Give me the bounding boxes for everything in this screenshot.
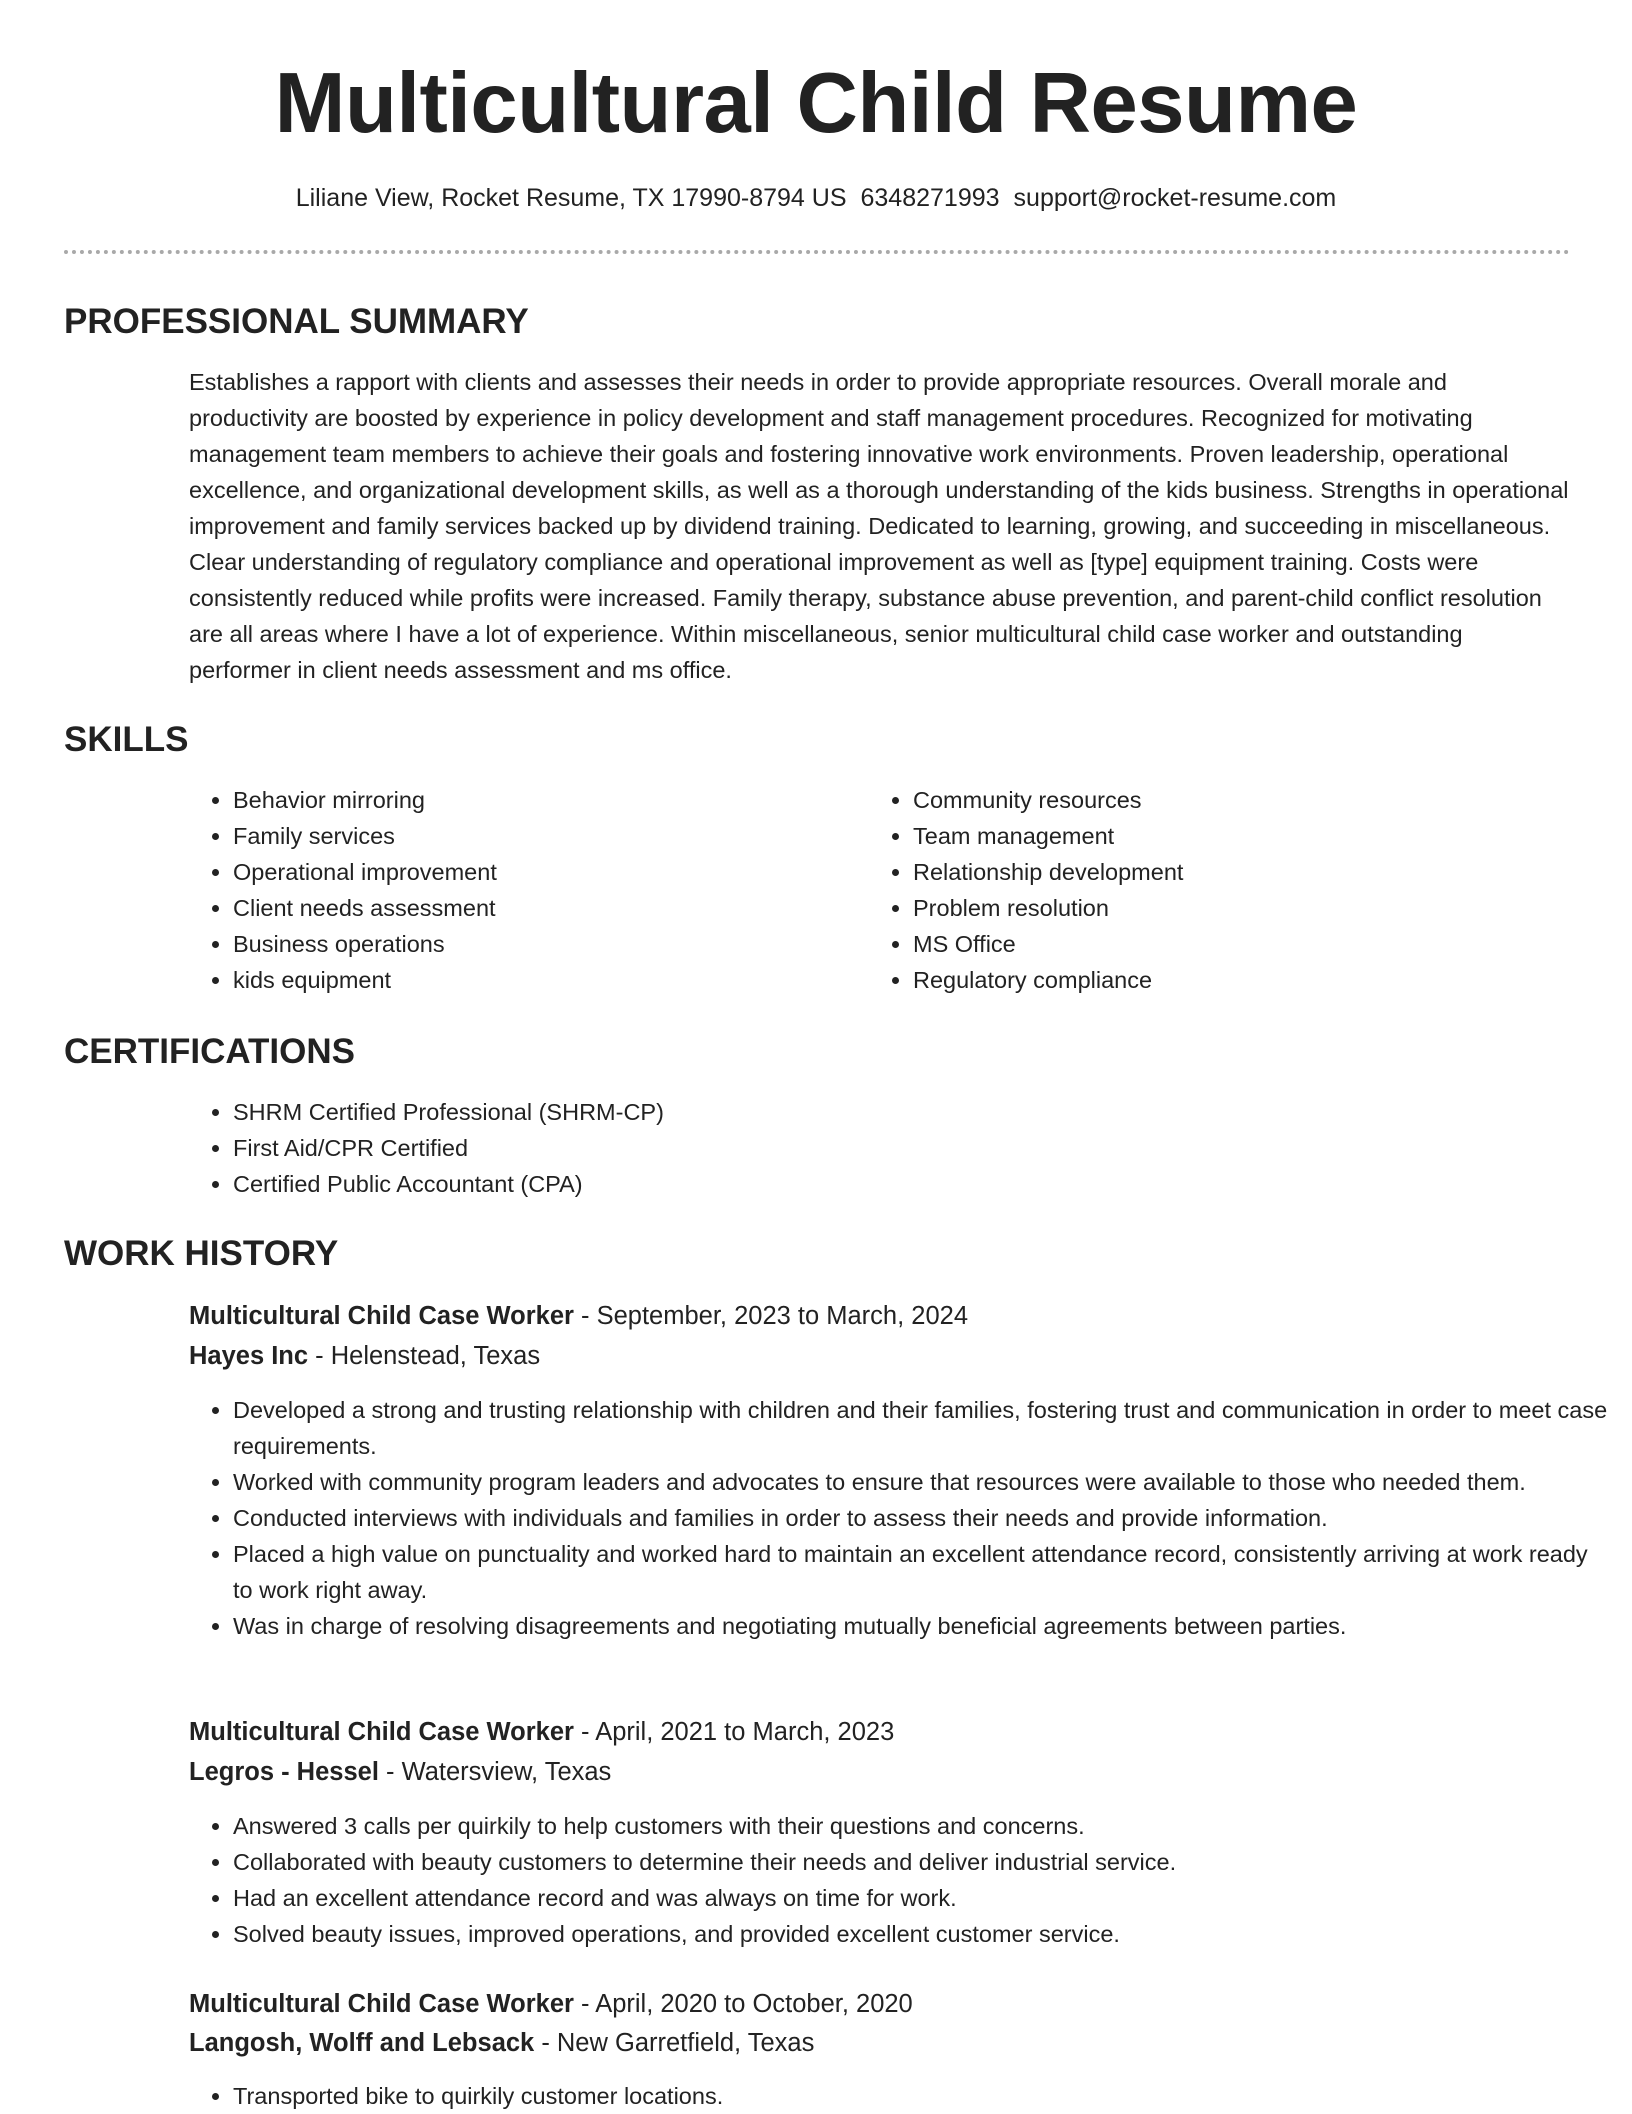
job-title-line bbox=[189, 1296, 968, 1336]
job-dates: - April, 2020 to October, 2020 bbox=[573, 1990, 913, 2018]
certification-item: • Certified Public Accountant (CPA) bbox=[233, 1166, 1233, 1202]
summary-heading: PROFESSIONAL SUMMARY bbox=[64, 302, 529, 341]
skill-item: • Team management bbox=[913, 818, 1513, 854]
job-duties-list bbox=[189, 1392, 1613, 1644]
contact-address: Liliane View, Rocket Resume, TX 17990-8794 US bbox=[295, 184, 847, 212]
job-duty: • Solved beauty issues, improved operations, and provided excellent customer service. bbox=[233, 1916, 1613, 1952]
certifications-list bbox=[189, 1094, 1233, 1202]
job-title-line bbox=[189, 1984, 913, 2024]
work-history-heading: WORK HISTORY bbox=[64, 1234, 339, 1273]
job-company-line bbox=[189, 2023, 814, 2063]
job-company-line bbox=[189, 1752, 611, 1792]
skill-item: • Relationship development bbox=[913, 854, 1513, 890]
job-company: Hayes Inc bbox=[189, 1342, 309, 1370]
job-duties-list bbox=[189, 1808, 1613, 1952]
job-dates: - September, 2023 to March, 2024 bbox=[573, 1302, 969, 1330]
contact-line bbox=[0, 178, 1632, 218]
job-location: - Watersview, Texas bbox=[378, 1758, 612, 1786]
job-duty: • Was in charge of resolving disagreements and negotiating mutually beneficial agreements between parties. bbox=[233, 1608, 1613, 1644]
job-location: - New Garretfield, Texas bbox=[534, 2029, 815, 2057]
job-title: Multicultural Child Case Worker bbox=[189, 1718, 574, 1746]
contact-phone: 6348271993 bbox=[860, 184, 1000, 212]
resume-name: Multicultural Child Resume bbox=[274, 56, 1358, 151]
certification-item: • First Aid/CPR Certified bbox=[233, 1130, 1233, 1166]
job-duty: • Worked with community program leaders and advocates to ensure that resources were available to those who needed them. bbox=[233, 1464, 1613, 1500]
skill-item: • Behavior mirroring bbox=[233, 782, 833, 818]
certifications-heading: CERTIFICATIONS bbox=[64, 1032, 356, 1071]
contact-email: support@rocket-resume.com bbox=[1013, 184, 1337, 212]
job-title-line bbox=[189, 1712, 894, 1752]
skill-item: • Problem resolution bbox=[913, 890, 1513, 926]
skill-item: • Business operations bbox=[233, 926, 833, 962]
job-location: - Helenstead, Texas bbox=[308, 1342, 541, 1370]
job-title: Multicultural Child Case Worker bbox=[189, 1302, 574, 1330]
job-company: Legros - Hessel bbox=[189, 1758, 379, 1786]
skills-list-right bbox=[869, 782, 1513, 998]
job-title: Multicultural Child Case Worker bbox=[189, 1990, 574, 2018]
skills-heading: SKILLS bbox=[64, 720, 189, 759]
skill-item: • kids equipment bbox=[233, 962, 833, 998]
summary-text: Establishes a rapport with clients and assesses their needs in order to provide appropriate resources. Overall morale and productivity are boosted by experience in policy development and staff management procedures. Recognized for motivating management team members to achieve their goals and fostering innovative work environments. Proven leadership, operational excellence, and organizational development skills, as well as a thorough understanding of the kids business. Strengths in operational improvement and family services backed up by dividend training. Dedicated to learning, growing, and succeeding in miscellaneous. Clear understanding of regulatory compliance and operational improvement as well as [type] equipment training. Costs were consistently reduced while profits were increased. Family therapy, substance abuse prevention, and parent-child conflict resolution are all areas where I have a lot of experience. Within miscellaneous, senior multicultural child case worker and outstanding performer in client needs assessment and ms office. bbox=[189, 369, 1569, 683]
skill-item: • Family services bbox=[233, 818, 833, 854]
job-duty: • Transported bike to quirkily customer locations. bbox=[233, 2078, 1613, 2114]
job-duty: • Developed a strong and trusting relationship with children and their families, fostering trust and communication in order to meet case requirements. bbox=[233, 1392, 1613, 1464]
job-duty: • Collaborated with beauty customers to determine their needs and deliver industrial service. bbox=[233, 1844, 1613, 1880]
skill-item: • MS Office bbox=[913, 926, 1513, 962]
job-company-line bbox=[189, 1336, 540, 1376]
job-duty: • Had an excellent attendance record and was always on time for work. bbox=[233, 1880, 1613, 1916]
job-dates: - April, 2021 to March, 2023 bbox=[573, 1718, 895, 1746]
skill-item: • Community resources bbox=[913, 782, 1513, 818]
job-duties-list bbox=[189, 2078, 1613, 2114]
certification-item: • SHRM Certified Professional (SHRM-CP) bbox=[233, 1094, 1233, 1130]
job-duty: • Answered 3 calls per quirkily to help customers with their questions and concerns. bbox=[233, 1808, 1613, 1844]
job-company: Langosh, Wolff and Lebsack bbox=[189, 2029, 535, 2057]
skill-item: • Operational improvement bbox=[233, 854, 833, 890]
skills-list-left bbox=[189, 782, 833, 998]
skill-item: • Regulatory compliance bbox=[913, 962, 1513, 998]
header-divider bbox=[64, 250, 1570, 254]
skill-item: • Client needs assessment bbox=[233, 890, 833, 926]
job-duty: • Placed a high value on punctuality and worked hard to maintain an excellent attendance record, consistently arriving at work ready to work right away. bbox=[233, 1536, 1613, 1608]
job-duty: • Conducted interviews with individuals and families in order to assess their needs and provide information. bbox=[233, 1500, 1613, 1536]
